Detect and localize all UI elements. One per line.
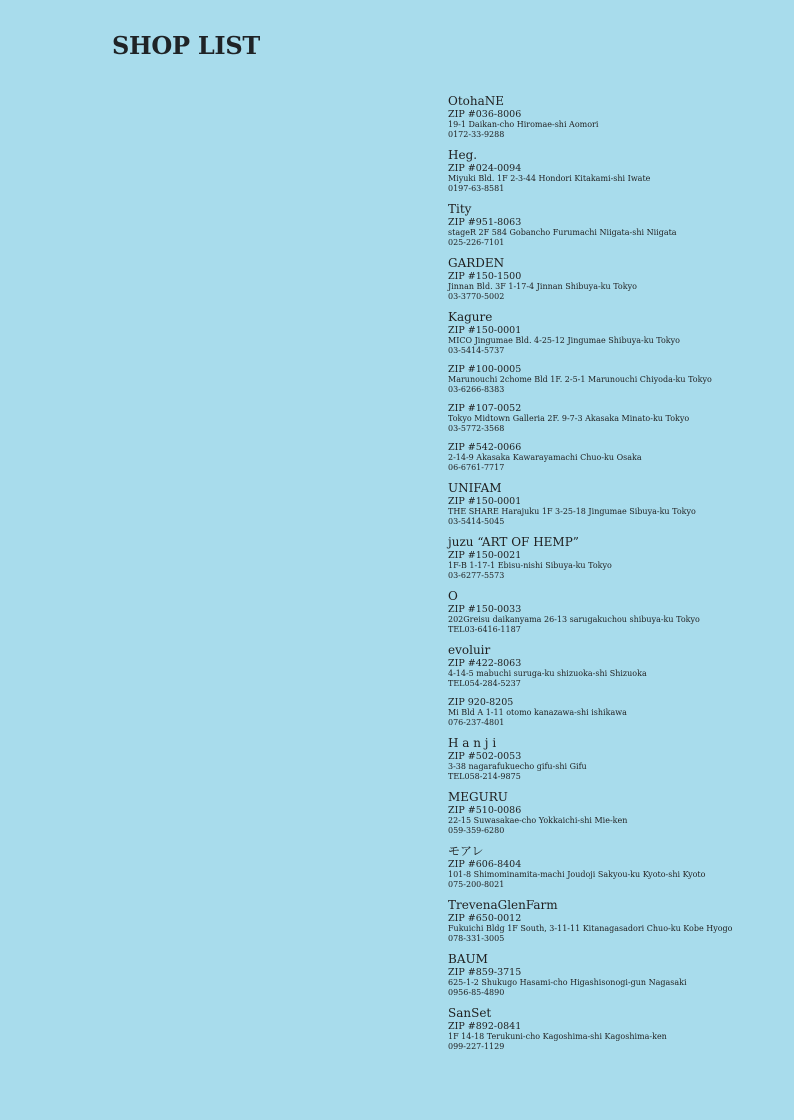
shop-zip: ZIP 920-8205 [448, 697, 514, 708]
shop-tel: 03-5414-5045 [448, 517, 505, 526]
shop-location [448, 805, 788, 836]
shop-zip: ZIP #107-0052 [448, 403, 522, 414]
shop-zip: ZIP #951-8063 [448, 217, 522, 228]
shop-location [448, 697, 788, 728]
shop-name: SanSet [448, 1006, 492, 1020]
shop-address: 625-1-2 Shukugo Hasami-cho Higashisonogi-gun Nagasaki [448, 978, 687, 987]
shop-address: 1F 14-18 Terukuni-cho Kagoshima-shi Kagoshima-ken [448, 1032, 667, 1041]
shop-location [448, 109, 788, 140]
shop-name: Kagure [448, 310, 493, 324]
shop-zip: ZIP #510-0086 [448, 805, 522, 816]
shop-tel: 03-5772-3568 [448, 424, 505, 433]
shop-entry [448, 202, 788, 248]
shop-tel: 0956-85-4890 [448, 988, 505, 997]
shop-tel: 025-226-7101 [448, 238, 505, 247]
shop-zip: ZIP #100-0005 [448, 364, 522, 375]
shop-entry [448, 736, 788, 782]
shop-zip: ZIP #892-0841 [448, 1021, 522, 1032]
shop-tel: 03-6266-8383 [448, 385, 505, 394]
shop-entry [448, 790, 788, 836]
shop-entry [448, 952, 788, 998]
shop-address: Tokyo Midtown Galleria 2F. 9-7-3 Akasaka Minato-ku Tokyo [448, 414, 690, 423]
shop-name: Heg. [448, 148, 478, 162]
shop-name: OtohaNE [448, 94, 505, 108]
shop-address: Mi Bld A 1-11 otomo kanazawa-shi ishikawa [448, 708, 627, 717]
shop-entry [448, 844, 788, 890]
shop-location [448, 859, 788, 890]
shop-zip: ZIP #150-0001 [448, 496, 522, 507]
shop-name: O [448, 589, 458, 603]
shop-address: THE SHARE Harajuku 1F 3-25-18 Jingumae Sibuya-ku Tokyo [448, 507, 696, 516]
shop-location [448, 442, 788, 473]
shop-tel: TEL054-284-5237 [448, 679, 521, 688]
shop-location [448, 403, 788, 434]
shop-entry [448, 898, 788, 944]
shop-entry [448, 481, 788, 527]
shop-zip: ZIP #150-0033 [448, 604, 522, 615]
shop-tel: 06-6761-7717 [448, 463, 505, 472]
page-title: SHOP LIST [112, 31, 260, 60]
shop-address: MICO Jingumae Bld. 4-25-12 Jingumae Shibuya-ku Tokyo [448, 336, 680, 345]
shop-address: Jinnan Bld. 3F 1-17-4 Jinnan Shibuya-ku Tokyo [448, 282, 637, 291]
shop-name: GARDEN [448, 256, 505, 270]
shop-zip: ZIP #650-0012 [448, 913, 522, 924]
shop-tel: 078-331-3005 [448, 934, 505, 943]
shop-address: 2-14-9 Akasaka Kawarayamachi Chuo-ku Osaka [448, 453, 642, 462]
shop-tel: 03-3770-5002 [448, 292, 505, 301]
shop-entry [448, 148, 788, 194]
shop-zip: ZIP #606-8404 [448, 859, 522, 870]
shop-tel: 03-5414-5737 [448, 346, 505, 355]
shop-tel: 059-359-6280 [448, 826, 505, 835]
shop-name: TrevenaGlenFarm [448, 898, 558, 912]
shop-location [448, 658, 788, 689]
shop-zip: ZIP #422-8063 [448, 658, 522, 669]
shop-tel: 075-200-8021 [448, 880, 505, 889]
shop-name: evoluir [448, 643, 491, 657]
shop-tel: 076-237-4801 [448, 718, 505, 727]
shop-tel: 0172-33-9288 [448, 130, 505, 139]
shop-tel: TEL03-6416-1187 [448, 625, 521, 634]
shop-entry [448, 589, 788, 635]
shop-address: 4-14-5 mabuchi suruga-ku shizuoka-shi Shizuoka [448, 669, 647, 678]
shop-zip: ZIP #024-0094 [448, 163, 522, 174]
shop-zip: ZIP #859-3715 [448, 967, 522, 978]
shop-zip: ZIP #150-0021 [448, 550, 522, 561]
shop-zip: ZIP #150-0001 [448, 325, 522, 336]
shop-list [448, 94, 788, 1060]
shop-location [448, 325, 788, 356]
shop-tel: 0197-63-8581 [448, 184, 505, 193]
shop-entry [448, 310, 788, 473]
shop-tel: TEL058-214-9875 [448, 772, 521, 781]
shop-location [448, 496, 788, 527]
shop-address: Miyuki Bld. 1F 2-3-44 Hondori Kitakami-shi Iwate [448, 174, 651, 183]
shop-entry [448, 535, 788, 581]
shop-address: 3-38 nagarafukuecho gifu-shi Gifu [448, 762, 587, 771]
shop-entry [448, 94, 788, 140]
shop-location [448, 217, 788, 248]
shop-tel: 03-6277-5573 [448, 571, 505, 580]
shop-location [448, 1021, 788, 1052]
shop-location [448, 751, 788, 782]
shop-location [448, 913, 788, 944]
shop-name: juzu “ART OF HEMP” [448, 535, 579, 549]
shop-address: stageR 2F 584 Gobancho Furumachi Niigata-shi Niigata [448, 228, 677, 237]
shop-zip: ZIP #502-0053 [448, 751, 522, 762]
shop-address: Marunouchi 2chome Bld 1F. 2-5-1 Marunouchi Chiyoda-ku Tokyo [448, 375, 712, 384]
shop-address: 202Greisu daikanyama 26-13 sarugakuchou shibuya-ku Tokyo [448, 615, 700, 624]
shop-zip: ZIP #036-8006 [448, 109, 522, 120]
shop-name: MEGURU [448, 790, 508, 804]
shop-address: 19-1 Daikan-cho Hiromae-shi Aomori [448, 120, 599, 129]
shop-tel: 099-227-1129 [448, 1042, 505, 1051]
shop-name: BAUM [448, 952, 488, 966]
shop-location [448, 364, 788, 395]
shop-entry [448, 643, 788, 728]
shop-location [448, 604, 788, 635]
shop-address: 101-8 Shimominamita-machi Joudoji Sakyou-ku Kyoto-shi Kyoto [448, 870, 706, 879]
shop-location [448, 163, 788, 194]
shop-zip: ZIP #150-1500 [448, 271, 522, 282]
shop-location [448, 271, 788, 302]
shop-name: H a n j i [448, 736, 497, 750]
shop-address: 22-15 Suwasakae-cho Yokkaichi-shi Mie-ken [448, 816, 628, 825]
shop-location [448, 967, 788, 998]
shop-name: Tity [448, 202, 472, 216]
shop-entry [448, 256, 788, 302]
shop-address: 1F-B 1-17-1 Ebisu-nishi Sibuya-ku Tokyo [448, 561, 612, 570]
shop-location [448, 550, 788, 581]
shop-name: モアレ [448, 844, 484, 858]
shop-entry [448, 1006, 788, 1052]
shop-name: UNIFAM [448, 481, 502, 495]
shop-address: Fukuichi Bldg 1F South, 3-11-11 Kitanagasadori Chuo-ku Kobe Hyogo [448, 924, 733, 933]
shop-zip: ZIP #542-0066 [448, 442, 522, 453]
